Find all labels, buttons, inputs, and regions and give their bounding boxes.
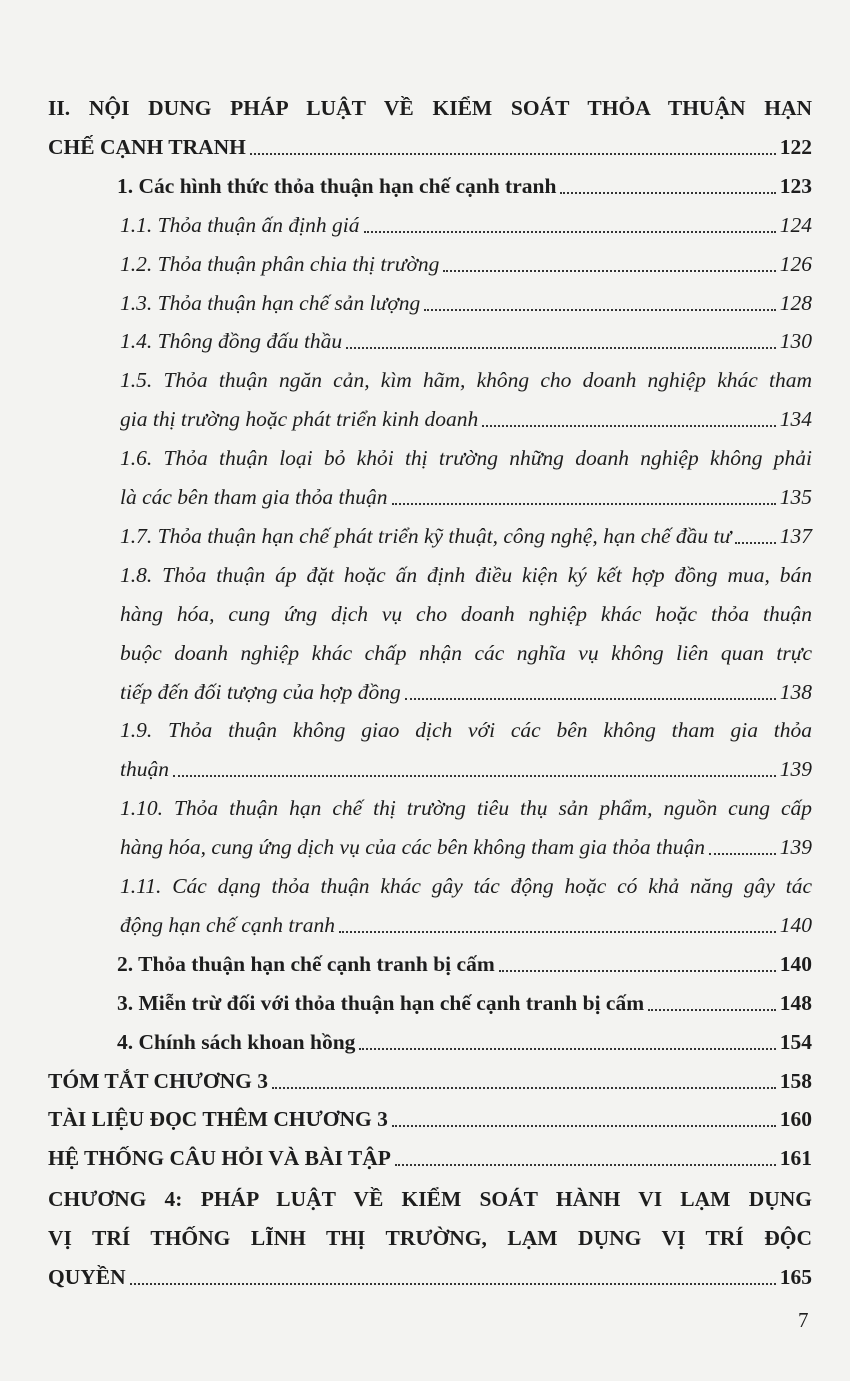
dot-leader	[272, 1087, 776, 1089]
toc-page-number: 138	[779, 679, 812, 704]
toc-page-number: 139	[779, 835, 812, 860]
toc-page-number: 126	[779, 251, 812, 276]
toc-entry-title: CHƯƠNG 4: PHÁP LUẬT VỀ KIỂM SOÁT HÀNH VI LẠM DỤNG	[48, 1187, 812, 1212]
toc-entry-title: 1.1. Thỏa thuận ấn định giá	[120, 212, 360, 237]
toc-page-number: 123	[779, 173, 812, 198]
toc-page-number: 160	[779, 1107, 812, 1132]
dot-leader	[499, 970, 776, 972]
toc-entry-title: 1.10. Thỏa thuận hạn chế thị trường tiêu thụ sản phẩm, nguồn cung cấp	[120, 796, 812, 821]
toc-page-number: 139	[779, 757, 812, 782]
toc-page-number: 161	[779, 1146, 812, 1171]
toc-entry-line	[120, 910, 812, 940]
toc-entry-line	[120, 754, 812, 784]
toc-entry-title: QUYỀN	[48, 1265, 126, 1289]
dot-leader	[392, 503, 776, 505]
toc-entry-line	[120, 210, 812, 240]
toc-entry-line	[48, 132, 812, 162]
dot-leader	[424, 309, 775, 311]
toc-entry-title: 1.8. Thỏa thuận áp đặt hoặc ấn định điều kiện ký kết hợp đồng mua, bán	[120, 562, 812, 587]
toc-entry-line	[117, 1027, 812, 1057]
toc-entry-title: tiếp đến đối tượng của hợp đồng	[120, 679, 401, 704]
toc-entry-line	[120, 404, 812, 434]
toc-entry-line	[120, 443, 812, 473]
toc-page-number: 158	[779, 1068, 812, 1093]
toc-entry-title: 2. Thỏa thuận hạn chế cạnh tranh bị cấm	[117, 951, 495, 976]
toc-page-number: 124	[779, 212, 812, 237]
dot-leader	[339, 931, 776, 933]
toc-entry-title: 1.4. Thông đồng đấu thầu	[120, 329, 343, 354]
toc-entry-title: TÀI LIỆU ĐỌC THÊM CHƯƠNG 3	[48, 1107, 388, 1132]
dot-leader	[560, 192, 775, 194]
toc-entry-line	[48, 1262, 812, 1292]
toc-page-number: 122	[779, 134, 812, 159]
toc-page-number: 165	[779, 1265, 812, 1289]
toc-page-number: 137	[779, 523, 812, 548]
toc-entry-title: hàng hóa, cung ứng dịch vụ của các bên không tham gia thỏa thuận	[120, 835, 705, 860]
toc-page-number: 154	[779, 1029, 812, 1054]
toc-entry-title: gia thị trường hoặc phát triển kinh doanh	[120, 407, 479, 432]
toc-entry-title: 1.3. Thỏa thuận hạn chế sản lượng	[120, 290, 421, 315]
toc-entry-line	[120, 288, 812, 318]
toc-entry-title: 1.2. Thỏa thuận phân chia thị trường	[120, 251, 440, 276]
toc-page-number: 128	[779, 290, 812, 315]
toc-entry-line	[120, 832, 812, 862]
toc-entry-line	[48, 1223, 812, 1253]
toc-page-number: 148	[779, 990, 812, 1015]
dot-leader	[173, 775, 776, 777]
toc-entry-line	[120, 326, 812, 356]
dot-leader	[392, 1125, 776, 1127]
toc-entry-title: 1. Các hình thức thỏa thuận hạn chế cạnh tranh	[117, 173, 557, 198]
toc-entry-title: 1.7. Thỏa thuận hạn chế phát triển kỹ thuật, công nghệ, hạn chế đầu tư	[120, 523, 732, 548]
toc-entry-line	[48, 1066, 812, 1096]
toc-entry-title: 1.9. Thỏa thuận không giao dịch với các bên không tham gia thỏa	[120, 718, 812, 743]
toc-entry-line	[120, 793, 812, 823]
toc-entry-line	[120, 521, 812, 551]
toc-entry-title: 4. Chính sách khoan hồng	[117, 1029, 356, 1054]
toc-entry-line	[120, 599, 812, 629]
toc-entry-title: CHẾ CẠNH TRANH	[48, 134, 246, 159]
toc-entry-title: 1.11. Các dạng thỏa thuận khác gây tác động hoặc có khả năng gây tác	[120, 874, 812, 898]
toc-entry-title: 3. Miễn trừ đối với thỏa thuận hạn chế cạnh tranh bị cấm	[117, 990, 645, 1015]
dot-leader	[443, 270, 775, 272]
toc-entry-title: buộc doanh nghiệp khác chấp nhận các nghĩa vụ không liên quan trực	[120, 640, 812, 665]
toc-entry-line	[48, 1184, 812, 1214]
dot-leader	[346, 347, 776, 349]
toc-entry-line	[120, 677, 812, 707]
dot-leader	[648, 1009, 776, 1011]
toc-page-number: 140	[779, 912, 812, 937]
toc-entry-line	[117, 988, 812, 1018]
toc-page-number: 140	[779, 951, 812, 976]
dot-leader	[395, 1164, 776, 1166]
toc-entry-line	[120, 249, 812, 279]
dot-leader	[405, 698, 776, 700]
toc-page-number: 135	[779, 485, 812, 509]
dot-leader	[130, 1283, 776, 1285]
toc-entry-line	[48, 93, 812, 123]
toc-entry-title: thuận	[120, 757, 169, 782]
toc-entry-line	[48, 1104, 812, 1134]
dot-leader	[735, 542, 776, 544]
toc-entry-title: 1.5. Thỏa thuận ngăn cản, kìm hãm, không cho doanh nghiệp khác tham	[120, 368, 812, 393]
toc-entry-title: động hạn chế cạnh tranh	[120, 912, 335, 937]
dot-leader	[364, 231, 776, 233]
dot-leader	[250, 153, 776, 155]
toc-entry-title: 1.6. Thỏa thuận loại bỏ khỏi thị trường những doanh nghiệp không phải	[120, 446, 812, 471]
toc-entry-line	[120, 560, 812, 590]
toc-entry-line	[120, 365, 812, 395]
toc-entry-line	[117, 171, 812, 201]
toc-entry-line	[48, 1143, 812, 1173]
toc-entry-line	[120, 638, 812, 668]
page-number: 7	[798, 1308, 809, 1332]
toc-entry-line	[120, 715, 812, 745]
dot-leader	[709, 853, 776, 855]
dot-leader	[482, 425, 776, 427]
toc-entry-title: HỆ THỐNG CÂU HỎI VÀ BÀI TẬP	[48, 1146, 391, 1171]
toc-entry-line	[120, 871, 812, 901]
toc-entry-line	[117, 949, 812, 979]
dot-leader	[359, 1048, 775, 1050]
toc-page-number: 134	[779, 407, 812, 432]
toc-entry-title: TÓM TẮT CHƯƠNG 3	[48, 1068, 268, 1093]
toc-entry-title: II. NỘI DUNG PHÁP LUẬT VỀ KIỂM SOÁT THỎA THUẬN HẠN	[48, 96, 812, 120]
toc-page-number: 130	[779, 329, 812, 354]
toc-entry-title: VỊ TRÍ THỐNG LĨNH THỊ TRƯỜNG, LẠM DỤNG VỊ TRÍ ĐỘC	[48, 1226, 812, 1251]
toc-entry-title: là các bên tham gia thỏa thuận	[120, 485, 388, 509]
toc-entry-line	[120, 482, 812, 512]
toc-entry-title: hàng hóa, cung ứng dịch vụ cho doanh nghiệp khác hoặc thỏa thuận	[120, 601, 812, 626]
